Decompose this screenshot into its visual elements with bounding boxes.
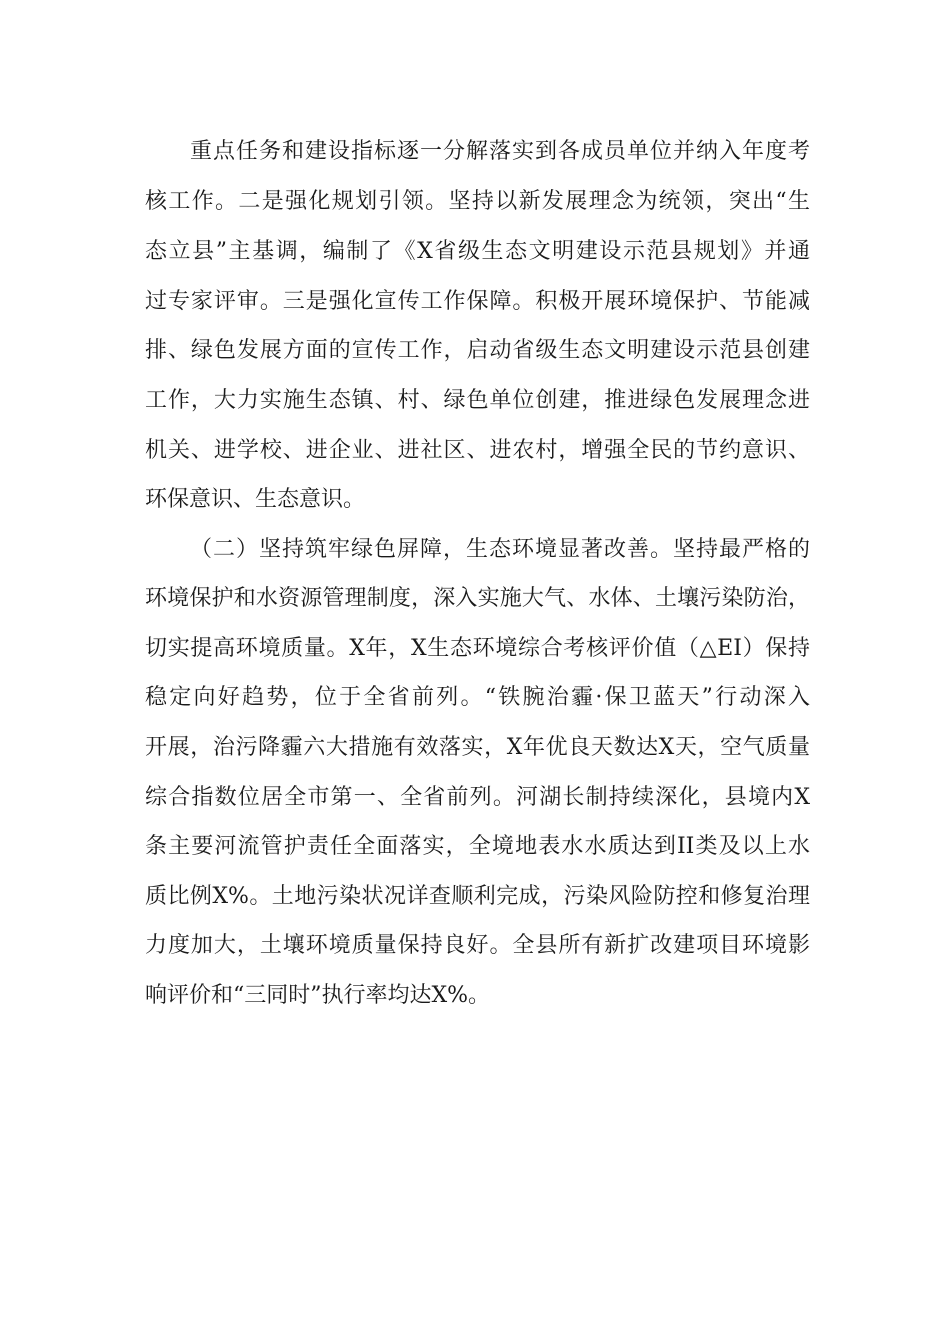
paragraph-line: 质比例X%。土地污染状况详查顺利完成，污染风险防控和修复治理: [145, 884, 810, 909]
paragraph-line: 工作，大力实施生态镇、村、绿色单位创建，推进绿色发展理念进: [145, 388, 810, 413]
paragraph-line: 重点任务和建设指标逐一分解落实到各成员单位并纳入年度考: [190, 139, 810, 164]
paragraph-line: （二）坚持筑牢绿色屏障，生态环境显著改善。坚持最严格的: [190, 537, 810, 562]
paragraph-line: 态立县”主基调，编制了《X省级生态文明建设示范县规划》并通: [145, 239, 810, 264]
paragraph-line: 环境保护和水资源管理制度，深入实施大气、水体、土壤污染防治，: [145, 586, 810, 611]
paragraph-line: 力度加大，土壤环境质量保持良好。全县所有新扩改建项目环境影: [145, 933, 810, 958]
paragraph-line: 切实提高环境质量。X年，X生态环境综合考核评价值（△EI）保持: [145, 636, 810, 661]
paragraph-line: 响评价和“三同时”执行率均达X%。: [145, 983, 491, 1008]
paragraph-line: 综合指数位居全市第一、全省前列。河湖长制持续深化，县境内X: [145, 785, 810, 810]
paragraph-line: 稳定向好趋势，位于全省前列。“铁腕治霾·保卫蓝天”行动深入: [145, 685, 810, 710]
paragraph-line: 过专家评审。三是强化宣传工作保障。积极开展环境保护、节能减: [145, 289, 810, 314]
paragraph-line: 排、绿色发展方面的宣传工作，启动省级生态文明建设示范县创建: [145, 338, 810, 363]
paragraph-line: 机关、进学校、进企业、进社区、进农村，增强全民的节约意识、: [145, 438, 810, 463]
paragraph-line: 环保意识、生态意识。: [145, 487, 366, 512]
paragraph-line: 核工作。二是强化规划引领。坚持以新发展理念为统领，突出“生: [145, 189, 810, 214]
paragraph-line: 开展，治污降霾六大措施有效落实，X年优良天数达X天，空气质量: [145, 735, 810, 760]
paragraph-line: 条主要河流管护责任全面落实，全境地表水水质达到II类及以上水: [145, 834, 810, 859]
